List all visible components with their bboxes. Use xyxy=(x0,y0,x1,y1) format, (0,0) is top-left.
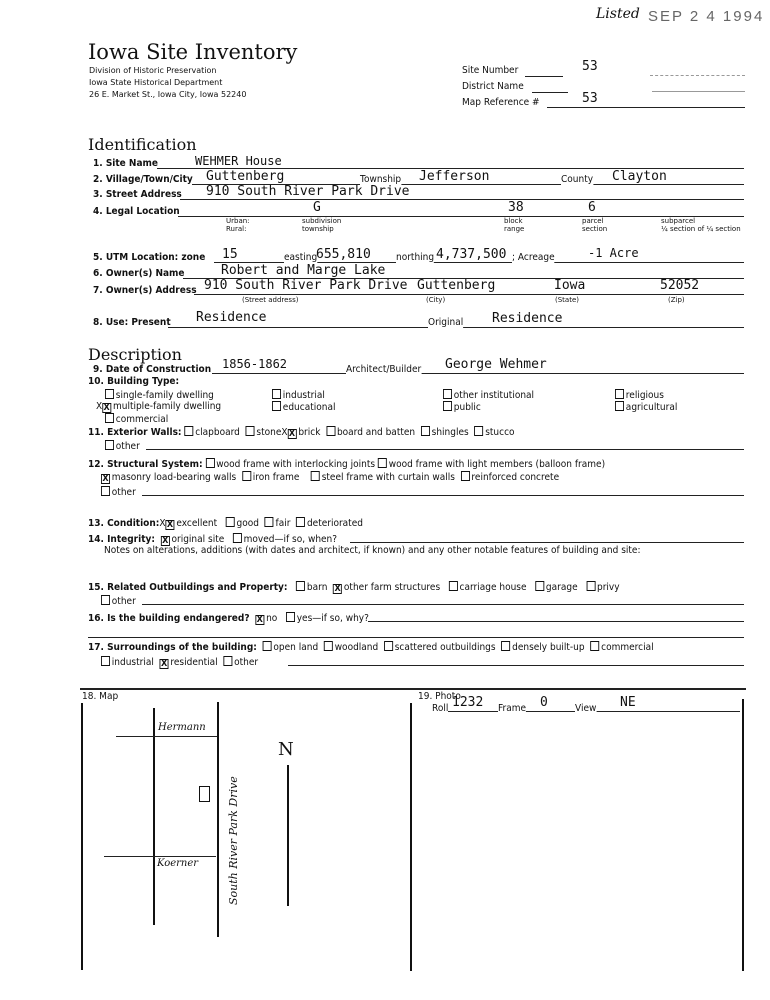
township-value[interactable]: Jefferson xyxy=(419,169,490,184)
map-reference-label: Map Reference # xyxy=(462,97,540,108)
site-number-label: Site Number xyxy=(462,65,519,76)
type-educational[interactable]: educational xyxy=(272,401,335,413)
street-label-koerner: Koerner xyxy=(157,858,199,869)
type-religious[interactable]: religious xyxy=(615,389,664,401)
condition-good[interactable]: good xyxy=(226,518,259,529)
view-value[interactable]: NE xyxy=(620,695,636,710)
address-sublabel: (Zip) xyxy=(668,296,685,304)
village-value[interactable]: Guttenberg xyxy=(206,169,285,184)
condition-row: 13. Condition:XX excellent good fair deteriorated xyxy=(88,518,363,530)
type-other-institutional[interactable]: other institutional xyxy=(443,389,534,401)
address-sublabel: (City) xyxy=(426,296,446,304)
struct-balloon-frame[interactable]: wood frame with light members (balloon frame) xyxy=(378,459,605,470)
agency-line: Division of Historic Preservation xyxy=(89,66,217,75)
notes-label: Notes on alterations, additions (with dates and architect, if known) and any other notable features of building and site: xyxy=(104,545,641,556)
surround-industrial[interactable]: industrial xyxy=(101,657,154,668)
integrity-moved[interactable]: moved—if so, when? xyxy=(233,534,337,545)
architect-label: Architect/Builder xyxy=(346,364,422,375)
agency-address xyxy=(89,65,246,101)
struct-masonry[interactable]: X masonry load-bearing walls xyxy=(102,472,237,484)
endangered-yes[interactable]: yes—if so, why? xyxy=(286,613,369,624)
struct-wood-interlocking[interactable]: wood frame with interlocking joints xyxy=(205,459,375,470)
utm-zone-label: 5. UTM Location: zone xyxy=(93,252,206,263)
surround-scattered[interactable]: scattered outbuildings xyxy=(384,642,496,653)
surround-commercial[interactable]: commercial xyxy=(590,642,653,653)
surround-other[interactable]: other xyxy=(223,657,258,668)
integrity-original-site[interactable]: X original site xyxy=(162,534,225,546)
exterior-walls-row: 11. Exterior Walls: clapboard stoneXX brick board and batten shingles stucco xyxy=(88,427,515,439)
legal-subdivision-value[interactable]: G xyxy=(313,200,321,215)
surround-woodland[interactable]: woodland xyxy=(324,642,378,653)
frame-value[interactable]: 0 xyxy=(540,695,548,710)
wall-stone[interactable]: stone xyxy=(246,427,282,438)
struct-other[interactable]: other xyxy=(101,486,136,498)
owner-name-value[interactable]: Robert and Marge Lake xyxy=(221,263,386,278)
condition-fair[interactable]: fair xyxy=(265,518,291,529)
agency-line: 26 E. Market St., Iowa City, Iowa 52240 xyxy=(89,90,247,99)
date-construction-value[interactable]: 1856-1862 xyxy=(222,357,288,371)
struct-iron-frame[interactable]: iron frame xyxy=(242,472,300,483)
type-multiple-family[interactable]: XX multiple-family dwelling xyxy=(96,401,222,413)
legal-location-label: 4. Legal Location xyxy=(93,206,180,217)
integrity-row: 14. Integrity: X original site moved—if so, when? xyxy=(88,534,338,546)
site-number-value[interactable]: 53 xyxy=(582,59,598,74)
form-title: Iowa Site Inventory xyxy=(88,40,298,64)
endangered-row: 16. Is the building endangered? X no yes—if so, why? xyxy=(88,613,369,625)
building-type-label: 10. Building Type: xyxy=(88,376,180,387)
use-present-value[interactable]: Residence xyxy=(196,310,267,325)
photo-label: 19. Photo xyxy=(418,691,461,702)
surround-residential[interactable]: X residential xyxy=(160,657,218,669)
type-industrial[interactable]: industrial xyxy=(272,389,325,401)
northing-label: northing xyxy=(396,252,435,263)
outbuilding-privy[interactable]: privy xyxy=(586,582,619,593)
outbuilding-carriage-house[interactable]: carriage house xyxy=(449,582,527,593)
roll-label: Roll xyxy=(432,703,449,714)
outbuilding-garage[interactable]: garage xyxy=(535,582,577,593)
legal-sublabel: Urban: Rural: xyxy=(226,217,250,233)
type-single-family[interactable]: single-family dwelling xyxy=(105,389,214,401)
street-address-label: 3. Street Address xyxy=(93,189,182,200)
frame-label: Frame xyxy=(498,703,527,714)
wall-board-and-batten[interactable]: board and batten xyxy=(326,427,415,438)
received-stamp: SEP 2 4 1994 xyxy=(648,8,765,25)
easting-label: easting xyxy=(284,252,318,263)
owner-city-value[interactable]: Guttenberg xyxy=(417,278,496,293)
surround-open-land[interactable]: open land xyxy=(263,642,319,653)
street-label-river-park: South River Park Drive xyxy=(227,776,240,905)
use-original-label: Original xyxy=(428,317,464,328)
wall-other[interactable]: other xyxy=(105,440,140,452)
county-label: County xyxy=(561,174,594,185)
condition-deteriorated[interactable]: deteriorated xyxy=(296,518,363,529)
agency-line: Iowa State Historical Department xyxy=(89,78,223,87)
structural-row-2 xyxy=(101,471,559,484)
northing-value[interactable]: 4,737,500 xyxy=(436,247,507,262)
type-commercial[interactable]: commercial xyxy=(105,413,168,425)
site-name-label: 1. Site Name xyxy=(93,158,159,169)
use-present-label: 8. Use: Present xyxy=(93,317,171,328)
legal-sublabel: subparcel ¼ section of ¼ section xyxy=(661,217,741,233)
identification-heading: Identification xyxy=(88,135,197,154)
view-label: View xyxy=(575,703,597,714)
owner-state-value[interactable]: Iowa xyxy=(554,278,586,293)
township-label: Township xyxy=(360,174,402,185)
address-sublabel: (Street address) xyxy=(242,296,299,304)
owner-street-value[interactable]: 910 South River Park Drive xyxy=(204,278,408,293)
listed-signature: Listed xyxy=(596,6,640,22)
wall-stucco[interactable]: stucco xyxy=(474,427,514,438)
date-construction-label: 9. Date of Construction xyxy=(93,364,212,375)
legal-block-value[interactable]: 38 xyxy=(508,200,524,215)
legal-parcel-value[interactable]: 6 xyxy=(588,200,596,215)
condition-excellent[interactable]: XX excellent xyxy=(159,518,218,530)
owner-zip-value[interactable]: 52052 xyxy=(660,278,700,293)
struct-steel-frame[interactable]: steel frame with curtain walls xyxy=(311,472,455,483)
surround-densely-built[interactable]: densely built-up xyxy=(501,642,584,653)
roll-value[interactable]: 1232 xyxy=(452,695,484,710)
owner-address-label: 7. Owner(s) Address xyxy=(93,285,197,296)
outbuildings-row: 15. Related Outbuildings and Property: barn X other farm structures carriage house garage privy xyxy=(88,582,620,594)
type-agricultural[interactable]: agricultural xyxy=(615,401,677,413)
easting-value[interactable]: 655,810 xyxy=(316,247,371,262)
structural-row: 12. Structural System: wood frame with interlocking joints wood frame with light members (balloon frame) xyxy=(88,459,606,470)
map-label: 18. Map xyxy=(82,691,119,702)
outbuilding-other[interactable]: other xyxy=(101,595,136,607)
north-arrow-icon: N xyxy=(278,739,294,760)
map-reference-value[interactable]: 53 xyxy=(582,91,598,106)
wall-clapboard[interactable]: clapboard xyxy=(184,427,239,438)
street-label-hermann: Hermann xyxy=(158,722,206,733)
outbuilding-other-farm[interactable]: X other farm structures xyxy=(334,582,441,594)
surroundings-row: 17. Surroundings of the building: open land woodland scattered outbuildings densely built-up commercial xyxy=(88,642,654,653)
address-sublabel: (State) xyxy=(555,296,579,304)
architect-value[interactable]: George Wehmer xyxy=(445,357,547,372)
legal-sublabel: subdivision township xyxy=(302,217,342,233)
legal-sublabel: parcel section xyxy=(582,217,608,233)
wall-shingles[interactable]: shingles xyxy=(421,427,469,438)
street-address-value[interactable]: 910 South River Park Drive xyxy=(206,184,410,199)
endangered-no[interactable]: X no xyxy=(256,613,278,625)
description-heading: Description xyxy=(88,345,182,364)
legal-sublabel: block range xyxy=(504,217,525,233)
house-marker-icon xyxy=(199,786,210,802)
acreage-label: ; Acreage xyxy=(512,252,555,263)
outbuilding-barn[interactable]: barn xyxy=(296,582,327,593)
county-value[interactable]: Clayton xyxy=(612,169,667,184)
surroundings-row-2 xyxy=(101,656,258,669)
owner-name-label: 6. Owner(s) Name xyxy=(93,268,185,279)
type-public[interactable]: public xyxy=(443,401,481,413)
utm-zone-value[interactable]: 15 xyxy=(222,247,238,262)
village-label: 2. Village/Town/City xyxy=(93,174,193,185)
wall-brick[interactable]: XX brick xyxy=(281,427,321,439)
site-name-value[interactable]: WEHMER House xyxy=(195,154,282,168)
acreage-value[interactable]: -1 Acre xyxy=(588,246,639,260)
district-name-label: District Name xyxy=(462,81,524,92)
use-original-value[interactable]: Residence xyxy=(492,311,563,326)
struct-reinforced-concrete[interactable]: reinforced concrete xyxy=(461,472,559,483)
